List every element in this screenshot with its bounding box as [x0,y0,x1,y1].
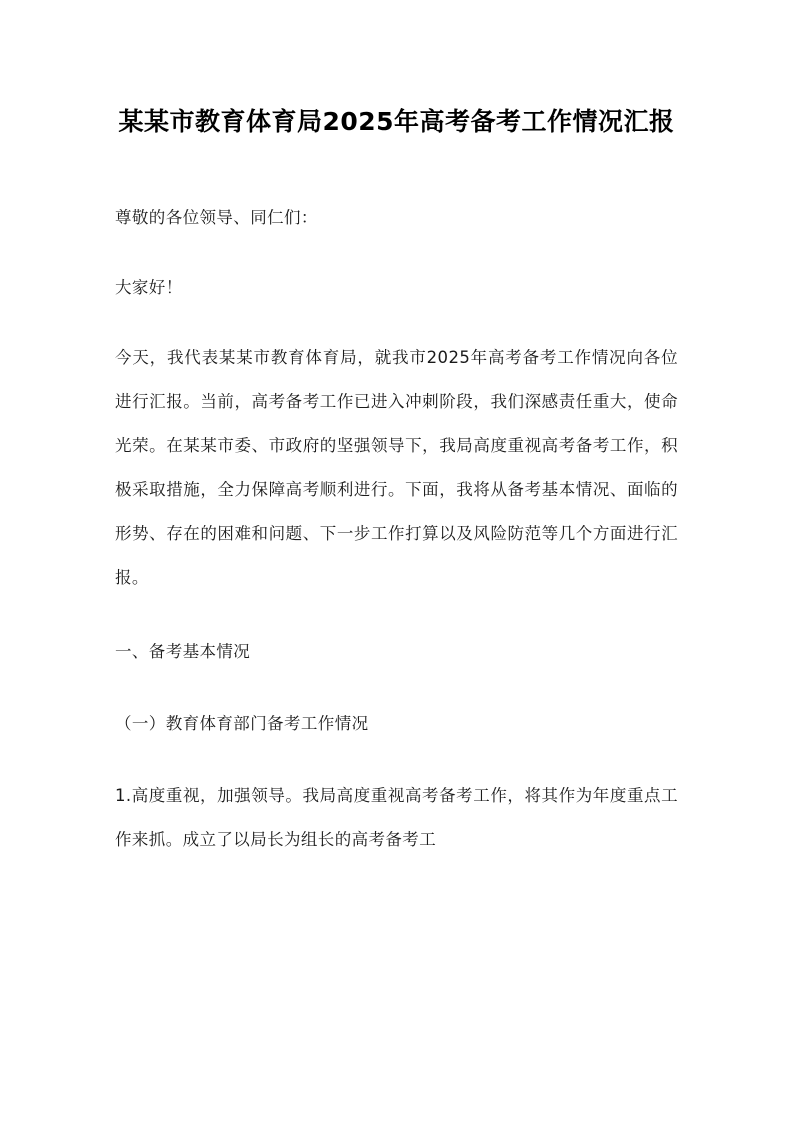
paragraph-introduction: 今天，我代表某某市教育体育局，就我市2025年高考备考工作情况向各位进行汇报。当前，高考备考工作已进入冲刺阶段，我们深感责任重大，使命光荣。在某某市委、市政府的坚强领导下，我局高度重视高考备考工作，积极采取措施，全力保障高考顺利进行。下面，我将从备考基本情况、面临的形势、存在的困难和问题、下一步工作打算以及风险防范等几个方面进行汇报。 [115,348,678,587]
paragraph-numbered-item: 1.高度重视，加强领导。我局高度重视高考备考工作，将其作为年度重点工作来抓。成立了以局长为组长的高考备考工 [115,786,678,849]
page-title: 某某市教育体育局2025年高考备考工作情况汇报 [118,107,675,136]
section-heading-level-2: （一）教育体育部门备考工作情况 [115,714,369,733]
paragraph-greeting: 大家好！ [115,278,183,297]
paragraph-salutation: 尊敬的各位领导、同仁们： [115,208,318,227]
section-heading-level-1: 一、备考基本情况 [115,642,251,661]
